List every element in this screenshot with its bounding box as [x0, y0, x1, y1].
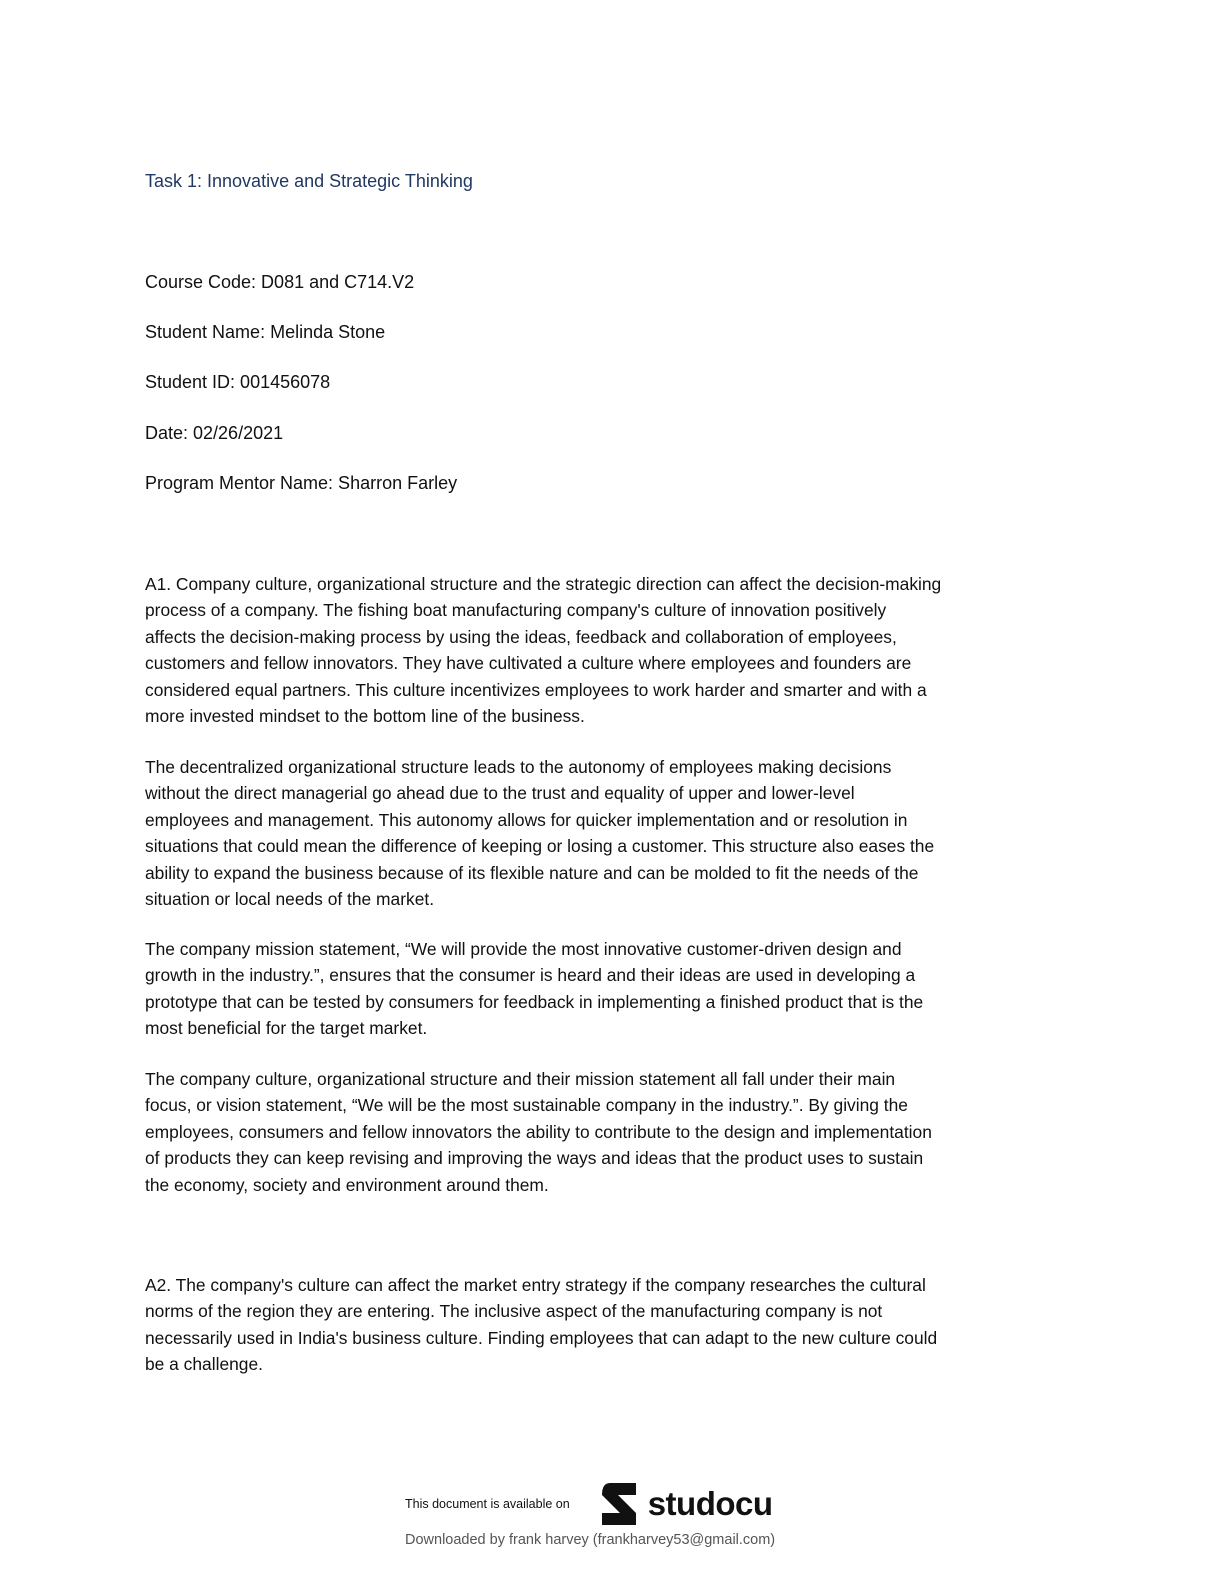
- paragraph-line: considered equal partners. This culture incentivizes employees to work harder and smarter and with a: [145, 679, 927, 700]
- paragraph-line: process of a company. The fishing boat manufacturing company's culture of innovation positively: [145, 600, 887, 621]
- studocu-logo-icon: [596, 1481, 642, 1527]
- availability-text: This document is available on: [405, 1497, 570, 1511]
- paragraph-mission: [145, 936, 923, 1042]
- paragraph-a1: [145, 571, 941, 729]
- paragraph-line: without the direct managerial go ahead due to the trust and equality of upper and lower-level: [145, 783, 855, 804]
- paragraph-structure: [145, 754, 934, 912]
- studocu-banner[interactable]: [405, 1481, 773, 1527]
- paragraph-line: necessarily used in India's business culture. Finding employees that can adapt to the new culture could: [145, 1327, 938, 1348]
- paragraph-line: be a challenge.: [145, 1354, 263, 1375]
- studocu-brand: studocu: [647, 1485, 773, 1522]
- paragraph-line: employees, consumers and fellow innovators the ability to contribute to the design and implementation: [145, 1121, 932, 1142]
- paragraph-line: ability to expand the business because of its flexible nature and can be molded to fit the needs of the: [145, 862, 919, 883]
- student-id: Student ID: 001456078: [145, 372, 331, 392]
- paragraph-vision: [145, 1066, 932, 1198]
- paragraph-line: more invested mindset to the bottom line of the business.: [145, 706, 585, 727]
- paragraph-line: The company mission statement, “We will provide the most innovative customer-driven design and: [145, 939, 902, 959]
- paragraph-line: The decentralized organizational structure leads to the autonomy of employees making decisions: [145, 757, 892, 777]
- paragraph-line: growth in the industry.”, ensures that the consumer is heard and their ideas are used in developing a: [145, 965, 916, 986]
- paragraph-line: focus, or vision statement, “We will be the most sustainable company in the industry.”. By giving the: [145, 1095, 908, 1116]
- document-title: Task 1: Innovative and Strategic Thinking: [145, 171, 473, 191]
- studocu-logo: [596, 1481, 773, 1527]
- paragraph-line: A2. The company's culture can affect the market entry strategy if the company researches the cultural: [145, 1275, 926, 1295]
- paragraph-line: of products they can keep revising and improving the ways and ideas that the product uses to sustain: [145, 1148, 924, 1169]
- paragraph-line: most beneficial for the target market.: [145, 1018, 428, 1039]
- paragraph-line: norms of the region they are entering. The inclusive aspect of the manufacturing company is not: [145, 1301, 883, 1322]
- paragraph-line: prototype that can be tested by consumers for feedback in implementing a finished product that is the: [145, 991, 924, 1012]
- mentor-name: Program Mentor Name: Sharron Farley: [145, 473, 458, 493]
- paragraph-line: customers and fellow innovators. They have cultivated a culture where employees and founders are: [145, 653, 912, 674]
- paragraph-line: affects the decision-making process by using the ideas, feedback and collaboration of employees,: [145, 626, 897, 647]
- paragraph-line: The company culture, organizational structure and their mission statement all fall under their main: [145, 1069, 896, 1089]
- paragraph-line: situation or local needs of the market.: [145, 889, 435, 910]
- paragraph-line: A1. Company culture, organizational structure and the strategic direction can affect the decision-making: [145, 574, 942, 594]
- downloaded-by: Downloaded by frank harvey (frankharvey53@gmail.com): [405, 1532, 776, 1548]
- date: Date: 02/26/2021: [145, 423, 284, 443]
- course-code: Course Code: D081 and C714.V2: [145, 272, 415, 292]
- paragraph-line: employees and management. This autonomy allows for quicker implementation and or resolution in: [145, 809, 908, 830]
- paragraph-line: situations that could mean the difference of keeping or losing a customer. This structure also eases the: [145, 836, 935, 857]
- paragraph-line: the economy, society and environment around them.: [145, 1174, 549, 1195]
- paragraph-a2: [145, 1272, 937, 1378]
- student-name: Student Name: Melinda Stone: [145, 322, 386, 342]
